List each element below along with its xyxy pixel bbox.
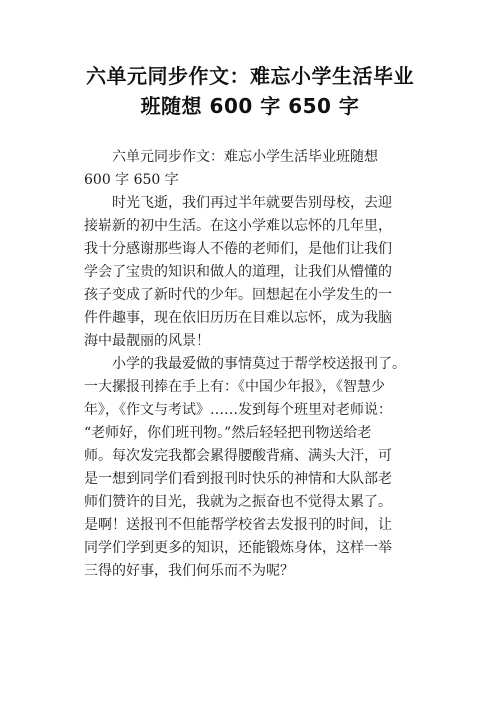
body-line: 三得的好事，我们何乐而不为呢？: [84, 563, 294, 579]
body-line: 是一想到同学们看到报刊时快乐的神情和大队部老: [84, 471, 392, 487]
document-body: [84, 146, 434, 583]
body-line: 六单元同步作文：难忘小学生活毕业班随想: [112, 149, 378, 165]
body-line: 件件趣事，现在依旧历历在目难以忘怀，成为我脑: [84, 310, 392, 326]
document-title-line-1: 六单元同步作文：难忘小学生活毕业: [86, 64, 414, 88]
body-line: 是啊！送报刊不但能帮学校省去发报刊的时间，让: [84, 517, 392, 533]
body-line: 年》，《作文与考试》……发到每个班里对老师说：: [84, 402, 392, 418]
body-line: 接崭新的初中生活。在这小学难以忘怀的几年里，: [84, 218, 392, 234]
document-title-line-2: 班随想 600 字 650 字: [140, 94, 360, 118]
body-line: 我十分感谢那些诲人不倦的老师们，是他们让我们: [84, 241, 392, 257]
body-line: 一大摞报刊捧在手上有：《中国少年报》，《智慧少: [84, 379, 385, 395]
body-line: 师们赞许的目光，我就为之振奋也不觉得太累了。: [84, 494, 392, 510]
body-line: “老师好，你们班刊物。”然后轻轻把刊物送给老: [84, 425, 372, 441]
body-line: 600 字 650 字: [84, 172, 179, 188]
body-line: 师。每次发完我都会累得腰酸背痛、满头大汗，可: [84, 448, 392, 464]
body-line: 孩子变成了新时代的少年。回想起在小学发生的一: [84, 287, 392, 303]
body-line: 时光飞逝，我们再过半年就要告别母校，去迎: [112, 195, 392, 211]
body-line: 学会了宝贵的知识和做人的道理，让我们从懵懂的: [84, 264, 392, 280]
body-line: 小学的我最爱做的事情莫过于帮学校送报刊了。: [112, 356, 406, 372]
body-line: 同学们学到更多的知识，还能锻炼身体，这样一举: [84, 540, 392, 556]
body-line: 海中最靓丽的风景！: [84, 333, 210, 349]
